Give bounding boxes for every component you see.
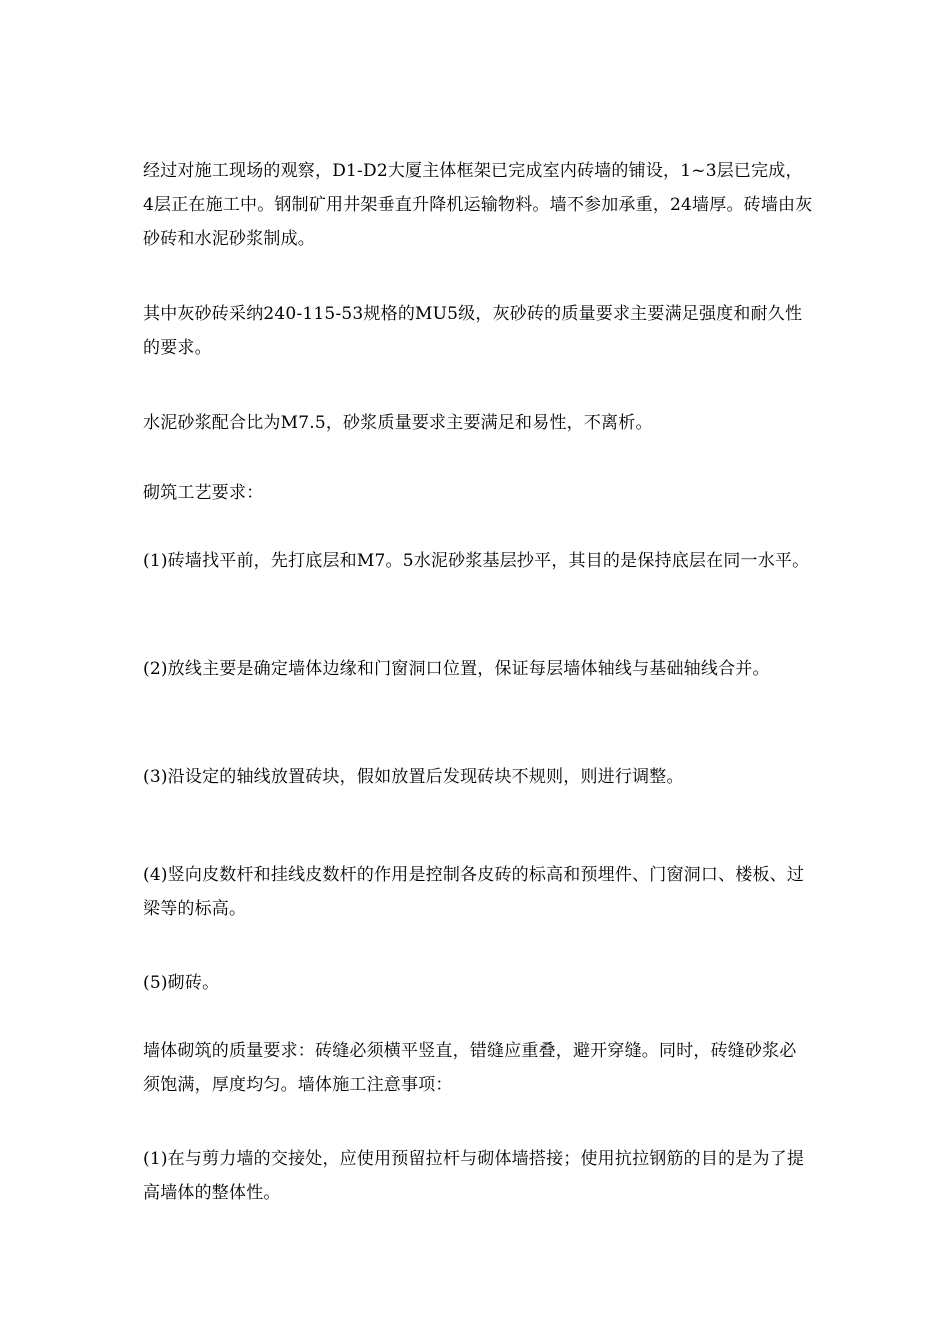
paragraph-quality-requirements: 墙体砌筑的质量要求：砖缝必须横平竖直，错缝应重叠，避开穿缝。同时，砖缝砂浆必须饱满，厚度均匀。墙体施工注意事项： xyxy=(143,1041,797,1095)
paragraph-step-3: (3)沿设定的轴线放置砖块，假如放置后发现砖块不规则，则进行调整。 xyxy=(143,767,684,787)
paragraph-step-1: (1)砖墙找平前，先打底层和M7。5水泥砂浆基层抄平，其目的是保持底层在同一水平。 xyxy=(143,551,810,571)
paragraph-mortar-ratio: 水泥砂浆配合比为M7.5，砂浆质量要求主要满足和易性，不离析。 xyxy=(143,413,653,433)
paragraph-brick-spec: 其中灰砂砖采纳240-115-53规格的MU5级，灰砂砖的质量要求主要满足强度和耐久性的要求。 xyxy=(143,304,803,358)
paragraph-site-observation: 经过对施工现场的观察，D1-D2大厦主体框架已完成室内砖墙的铺设，1~3层已完成，4层正在施工中。钢制矿用井架垂直升降机运输物料。墙不参加承重，24墙厚。砖墙由灰砂砖和水泥砂浆制成。 xyxy=(143,161,813,249)
paragraph-step-2: (2)放线主要是确定墙体边缘和门窗洞口位置，保证每层墙体轴线与基础轴线合并。 xyxy=(143,659,770,679)
paragraph-step-5: (5)砌砖。 xyxy=(143,973,220,993)
paragraph-precaution-1: (1)在与剪力墙的交接处，应使用预留拉杆与砌体墙搭接；使用抗拉钢筋的目的是为了提高墙体的整体性。 xyxy=(143,1149,805,1203)
paragraph-process-heading: 砌筑工艺要求： xyxy=(143,483,264,503)
paragraph-step-4: (4)竖向皮数杆和挂线皮数杆的作用是控制各皮砖的标高和预埋件、门窗洞口、楼板、过梁等的标高。 xyxy=(143,865,805,919)
